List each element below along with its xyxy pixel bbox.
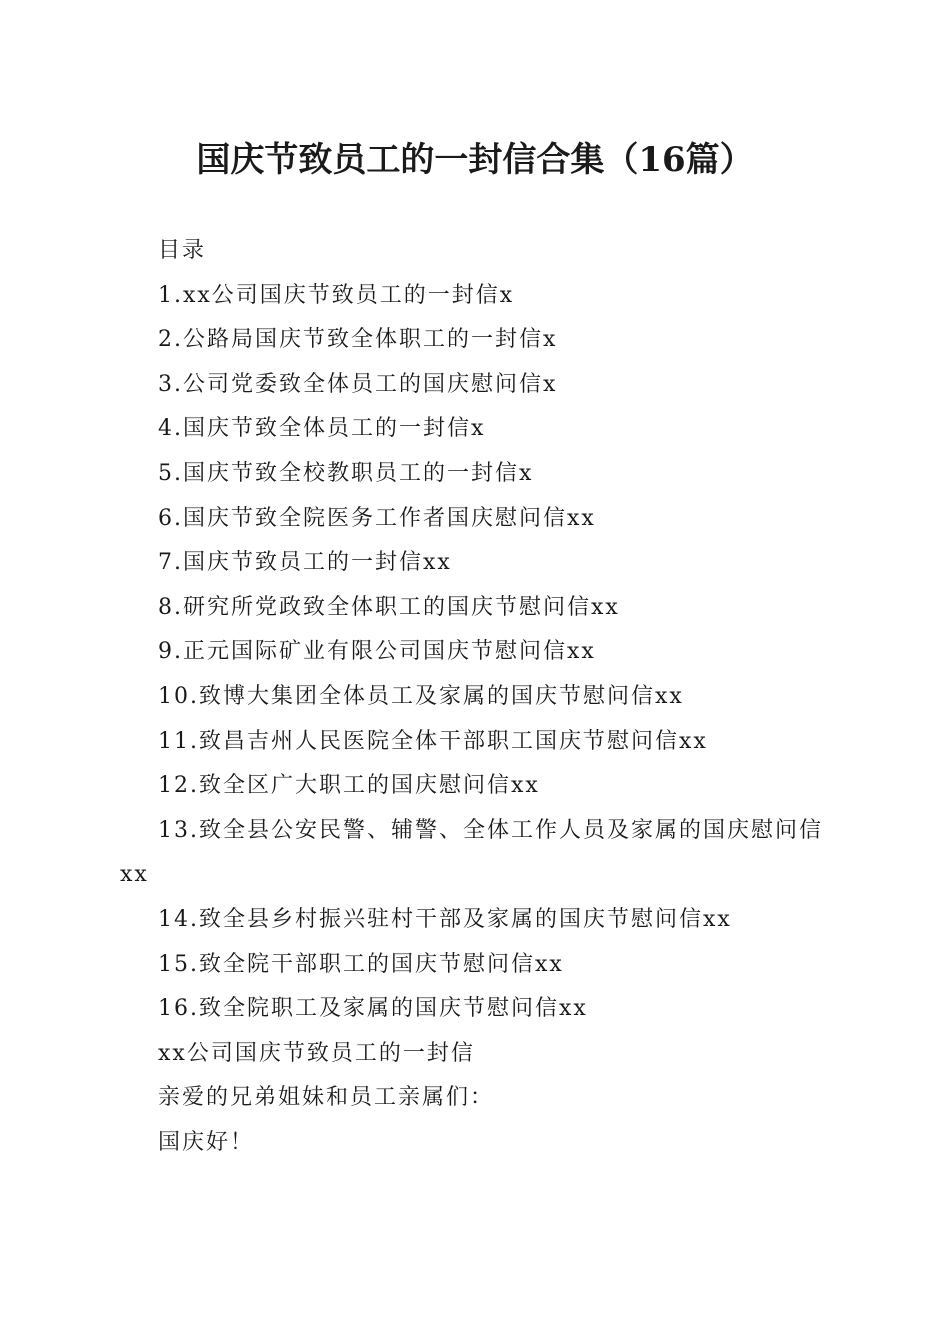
toc-item: 10.致博大集团全体员工及家属的国庆节慰问信xx: [158, 683, 684, 709]
greeting: 国庆好！: [158, 1129, 255, 1155]
toc-item: 4.国庆节致全体员工的一封信x: [158, 416, 486, 442]
toc-item: 13.致全县公安民警、辅警、全体工作人员及家属的国庆慰问信xx: [120, 817, 823, 888]
toc-item: 12.致全区广大职工的国庆慰问信xx: [158, 773, 540, 799]
document-title: 国庆节致员工的一封信合集（16篇）: [196, 140, 754, 180]
toc-item: 3.公司党委致全体员工的国庆慰问信x: [158, 371, 558, 397]
toc-item: 9.正元国际矿业有限公司国庆节慰问信xx: [158, 639, 596, 665]
document-body: [120, 229, 830, 1165]
toc-item: 15.致全院干部职工的国庆节慰问信xx: [158, 951, 564, 977]
toc-item: 14.致全县乡村振兴驻村干部及家属的国庆节慰问信xx: [158, 906, 732, 932]
toc-item: 11.致昌吉州人民医院全体干部职工国庆节慰问信xx: [158, 728, 708, 754]
toc-item: 16.致全院职工及家属的国庆节慰问信xx: [158, 996, 588, 1022]
letter-title: xx公司国庆节致员工的一封信: [158, 1040, 475, 1066]
salutation: 亲爱的兄弟姐妹和员工亲属们：: [158, 1085, 495, 1111]
toc-item: 5.国庆节致全校教职员工的一封信x: [158, 460, 534, 486]
toc-item: 6.国庆节致全院医务工作者国庆慰问信xx: [158, 505, 596, 531]
toc-heading: 目录: [158, 238, 207, 263]
toc-item: 2.公路局国庆节致全体职工的一封信x: [158, 327, 558, 353]
toc-item: 1.xx公司国庆节致员工的一封信x: [158, 282, 515, 308]
toc-item: 8.研究所党政致全体职工的国庆节慰问信xx: [158, 594, 620, 620]
toc-item: 7.国庆节致员工的一封信xx: [158, 550, 452, 576]
